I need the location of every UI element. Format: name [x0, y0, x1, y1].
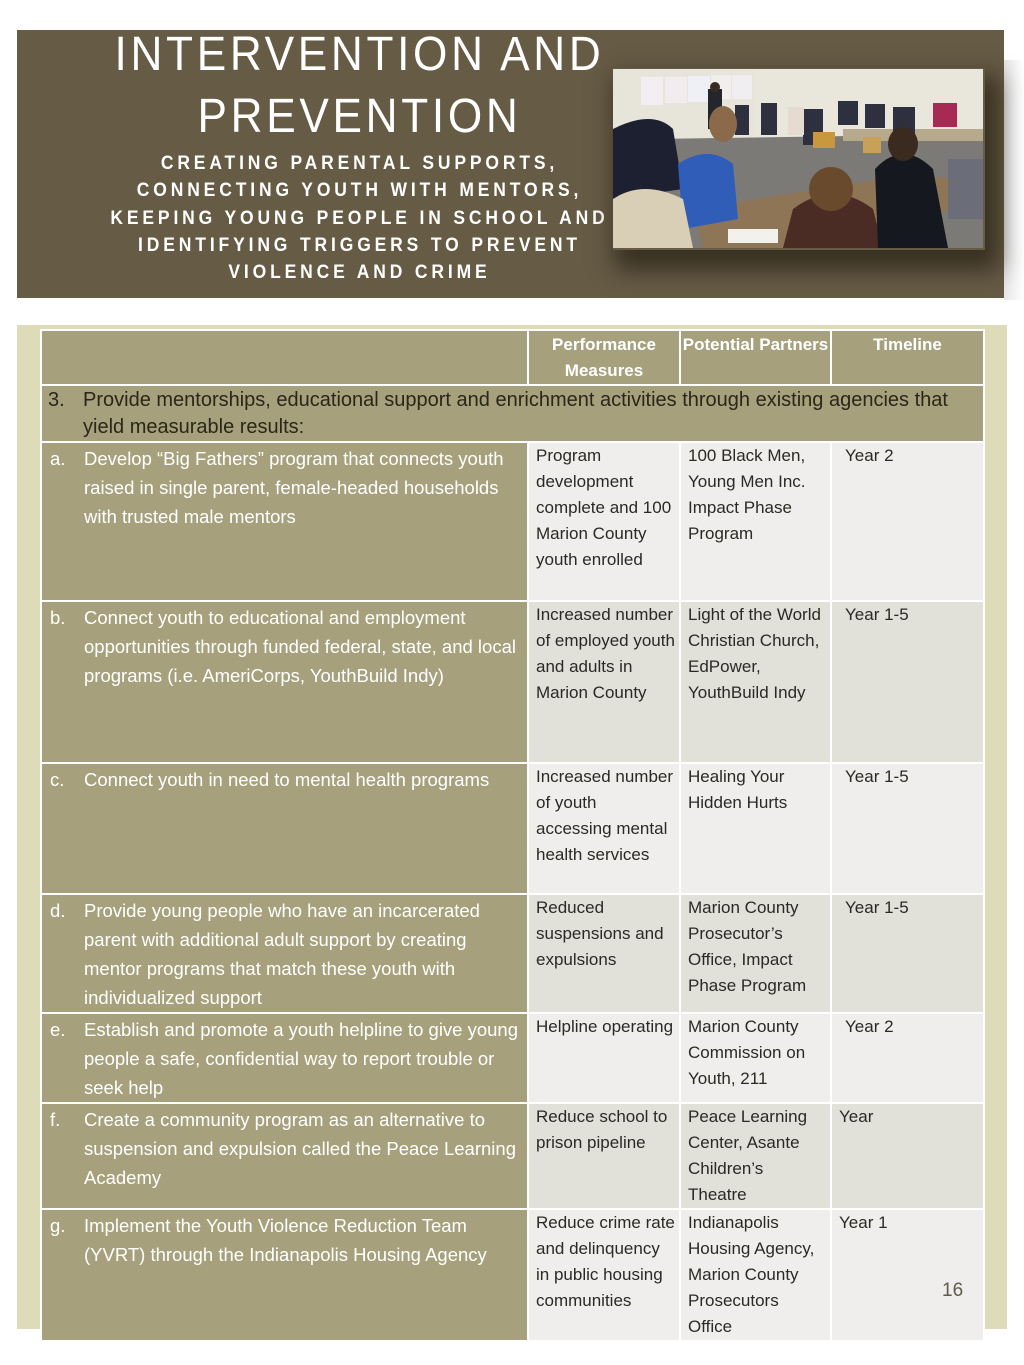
action-cell: [41, 601, 528, 763]
subtitle-line: IDENTIFYING TRIGGERS TO PREVENT: [138, 234, 581, 256]
partners-cell: Light of the World Christian Church, EdPower, YouthBuild Indy: [680, 601, 831, 763]
action-text: Develop “Big Fathers” program that connects youth raised in single parent, female-headed households with trusted male mentors: [84, 448, 504, 527]
action-cell: [41, 1209, 528, 1341]
header-performance-measures: Performance Measures: [528, 330, 680, 385]
subtitle-line: CONNECTING YOUTH WITH MENTORS,: [136, 180, 583, 202]
table-row: [41, 763, 984, 894]
row-letter: b.: [50, 607, 66, 628]
action-plan-table: [40, 329, 985, 1342]
goal-cell: [41, 385, 984, 442]
timeline-cell: Year 2: [831, 1013, 984, 1103]
measures-cell: Reduce crime rate and delinquency in public housing communities: [528, 1209, 680, 1341]
timeline-cell: Year 1-5: [831, 601, 984, 763]
measures-cell: Reduce school to prison pipeline: [528, 1103, 680, 1209]
row-letter: g.: [50, 1215, 66, 1236]
partners-cell: Marion County Commission on Youth, 211: [680, 1013, 831, 1103]
action-text: Connect youth to educational and employment opportunities through funded federal, state, and local programs (i.e. AmeriCorps, YouthBuild Indy): [84, 607, 516, 686]
timeline-cell: Year 2: [831, 442, 984, 601]
table-row: [41, 442, 984, 601]
table-header-row: [41, 330, 984, 385]
page-number: 16: [942, 1280, 964, 1301]
table-row: [41, 1209, 984, 1341]
table-row: [41, 1103, 984, 1209]
header-potential-partners: Potential Partners: [680, 330, 831, 385]
page-subtitle: [90, 150, 628, 286]
action-cell: [41, 894, 528, 1013]
partners-cell: 100 Black Men, Young Men Inc. Impact Phase Program: [680, 442, 831, 601]
action-text: Implement the Youth Violence Reduction Team (YVRT) through the Indianapolis Housing Agency: [84, 1215, 487, 1265]
table-row: [41, 601, 984, 763]
page-title-line-2: PREVENTION: [197, 90, 522, 143]
row-letter: c.: [50, 769, 65, 790]
row-letter: d.: [50, 900, 66, 921]
subtitle-line: KEEPING YOUNG PEOPLE IN SCHOOL AND: [110, 207, 609, 229]
meeting-photo-image: [613, 69, 983, 248]
table-row: [41, 894, 984, 1013]
measures-cell: Increased number of youth accessing mental health services: [528, 763, 680, 894]
subtitle-line: CREATING PARENTAL SUPPORTS,: [160, 153, 559, 174]
timeline-cell: Year 1: [831, 1209, 984, 1341]
table-row: [41, 1013, 984, 1103]
partners-cell: Marion County Prosecutor’s Office, Impact Phase Program: [680, 894, 831, 1013]
banner-edge-shadow: [1004, 60, 1024, 300]
header-action: [41, 330, 528, 385]
measures-cell: Reduced suspensions and expulsions: [528, 894, 680, 1013]
action-text: Create a community program as an alternative to suspension and expulsion called the Peace Learning Academy: [84, 1109, 516, 1188]
action-text: Establish and promote a youth helpline to give young people a safe, confidential way to report trouble or seek help: [84, 1019, 519, 1098]
banner-text: [67, 30, 652, 286]
header-timeline: Timeline: [831, 330, 984, 385]
row-letter: f.: [50, 1109, 61, 1130]
action-cell: [41, 442, 528, 601]
row-letter: e.: [50, 1019, 66, 1040]
goal-text: Provide mentorships, educational support and enrichment activities through existing agencies that yield measurable results:: [83, 389, 948, 438]
timeline-cell: Year: [831, 1103, 984, 1209]
goal-row: [41, 385, 984, 442]
action-cell: [41, 763, 528, 894]
subtitle-line: VIOLENCE AND CRIME: [228, 262, 491, 284]
partners-cell: Indianapolis Housing Agency, Marion County Prosecutors Office: [680, 1209, 831, 1341]
timeline-cell: Year 1-5: [831, 894, 984, 1013]
action-text: Connect youth in need to mental health programs: [84, 769, 490, 790]
measures-cell: Program development complete and 100 Marion County youth enrolled: [528, 442, 680, 601]
partners-cell: Peace Learning Center, Asante Children’s Theatre: [680, 1103, 831, 1209]
measures-cell: Helpline operating: [528, 1013, 680, 1103]
measures-cell: Increased number of employed youth and adults in Marion County: [528, 601, 680, 763]
action-cell: [41, 1013, 528, 1103]
meeting-photo: [613, 69, 983, 248]
timeline-cell: Year 1-5: [831, 763, 984, 894]
goal-number: 3.: [48, 389, 65, 411]
row-letter: a.: [50, 448, 66, 469]
page-title-line-1: INTERVENTION AND: [114, 28, 605, 81]
partners-cell: Healing Your Hidden Hurts: [680, 763, 831, 894]
action-cell: [41, 1103, 528, 1209]
action-text: Provide young people who have an incarcerated parent with additional adult support by creating mentor programs that match these youth with individualized support: [84, 900, 480, 1008]
